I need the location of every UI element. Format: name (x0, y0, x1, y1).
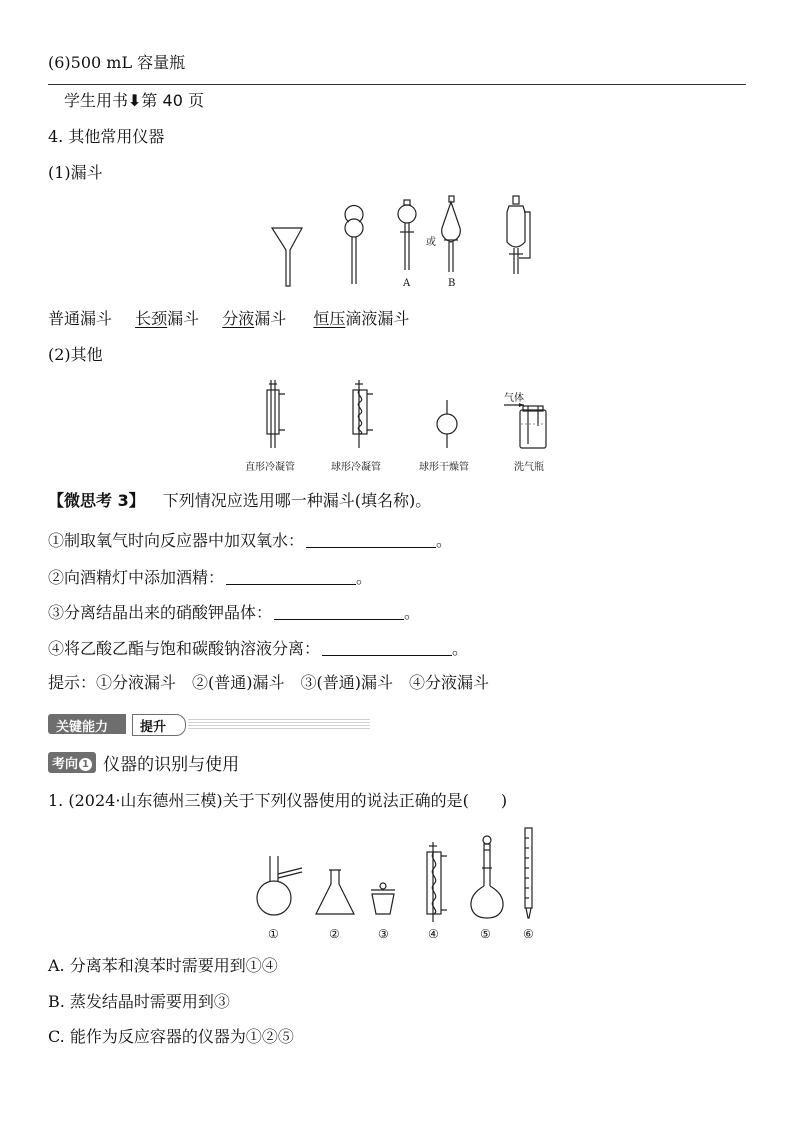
instrument-label-1: ① (268, 927, 279, 941)
kaoxiang-heading (48, 750, 239, 775)
think-question: 下列情况应选用哪一种漏斗(填名称)。 (162, 491, 432, 510)
banner-left-label: 关键能力 (56, 720, 109, 735)
kaoxiang-title: 仪器的识别与使用 (103, 755, 240, 775)
answer-blank-1[interactable] (306, 533, 436, 548)
burette-icon (525, 828, 532, 918)
ability-banner (48, 714, 370, 734)
or-text: 或 (426, 237, 436, 248)
think-item-3: ③分离结晶出来的硝酸钾晶体： 。 (48, 603, 421, 622)
page-ref-page: 第 40 页 (141, 91, 204, 110)
funnel-label-b: B (448, 278, 456, 289)
answer-blank-2[interactable] (226, 570, 356, 585)
think-tag: 【微思考 3】 (48, 491, 145, 510)
ordinary-funnel-icon (272, 228, 302, 286)
drying-tube-icon (437, 400, 457, 448)
others-heading: (2)其他 (48, 345, 103, 364)
separating-funnel-a-icon (398, 200, 416, 270)
down-arrow-icon: ⬇ (128, 91, 142, 110)
think-item-2: ②向酒精灯中添加酒精： 。 (48, 568, 373, 587)
funnel-names (48, 306, 409, 329)
funnel-heading: (1)漏斗 (48, 163, 103, 182)
funnel-drawings (0, 192, 794, 312)
page-ref-prefix: 学生用书 (64, 91, 129, 110)
pressure-funnel-icon (507, 196, 530, 274)
crucible-icon (371, 883, 395, 914)
distillation-flask-icon (257, 856, 302, 915)
think-hint: 提示：①分液漏斗 ②(普通)漏斗 ③(普通)漏斗 ④分液漏斗 (48, 673, 489, 692)
kaoxiang-tag: 考向 1 (48, 752, 96, 773)
volumetric-flask-icon (471, 836, 503, 918)
think-item-4: ④将乙酸乙酯与饱和碳酸钠溶液分离： 。 (48, 639, 469, 658)
instrument-label-6: ⑥ (523, 927, 534, 941)
option-a: A. 分离苯和溴苯时需要用到①④ (48, 956, 278, 975)
page-ref (64, 88, 204, 111)
straight-condenser-icon (267, 380, 285, 448)
instrument-label-4: ④ (428, 927, 439, 941)
top-line: (6)500 mL 容量瓶 (48, 53, 186, 72)
conical-flask-icon (316, 870, 354, 914)
caption-bulb-condenser: 球形冷凝管 (331, 462, 381, 473)
gas-label: 气体 (504, 393, 524, 404)
think-item-1: ①制取氧气时向反应器中加双氧水： 。 (48, 531, 453, 550)
instrument-label-3: ③ (378, 927, 389, 941)
long-neck-funnel-icon (345, 206, 363, 284)
caption-drying-tube: 球形干燥管 (419, 462, 469, 473)
option-b: B. 蒸发结晶时需要用到③ (48, 992, 230, 1011)
funnel-name-2: 长颈漏斗 (135, 309, 200, 328)
banner-right-label: 提升 (140, 720, 167, 735)
instrument-label-2: ② (329, 927, 340, 941)
instrument-label-5: ⑤ (480, 927, 491, 941)
funnel-name-3: 分液漏斗 (222, 309, 287, 328)
answer-blank-4[interactable] (322, 641, 452, 656)
divider (48, 84, 746, 85)
think-heading (48, 488, 431, 511)
section-title: 4. 其他常用仪器 (48, 127, 165, 146)
bulb-condenser-icon (353, 380, 373, 448)
caption-gas-bottle: 洗气瓶 (514, 462, 544, 473)
other-instruments (0, 376, 794, 476)
question-instruments (0, 822, 794, 940)
kaoxiang-number-badge: 1 (79, 758, 92, 771)
funnel-name-4: 恒压滴液漏斗 (313, 309, 410, 328)
caption-straight-condenser: 直形冷凝管 (245, 462, 295, 473)
gas-washing-bottle-icon (504, 403, 546, 448)
condenser-icon (427, 842, 447, 922)
separating-funnel-b-icon (442, 196, 461, 272)
answer-blank-3[interactable] (274, 605, 404, 620)
option-c: C. 能作为反应容器的仪器为①②⑤ (48, 1027, 294, 1046)
question-stem: 1. (2024·山东德州三模)关于下列仪器使用的说法正确的是( ) (48, 791, 508, 810)
funnel-name-1: 普通漏斗 (48, 309, 113, 328)
funnel-label-a: A (403, 278, 411, 289)
